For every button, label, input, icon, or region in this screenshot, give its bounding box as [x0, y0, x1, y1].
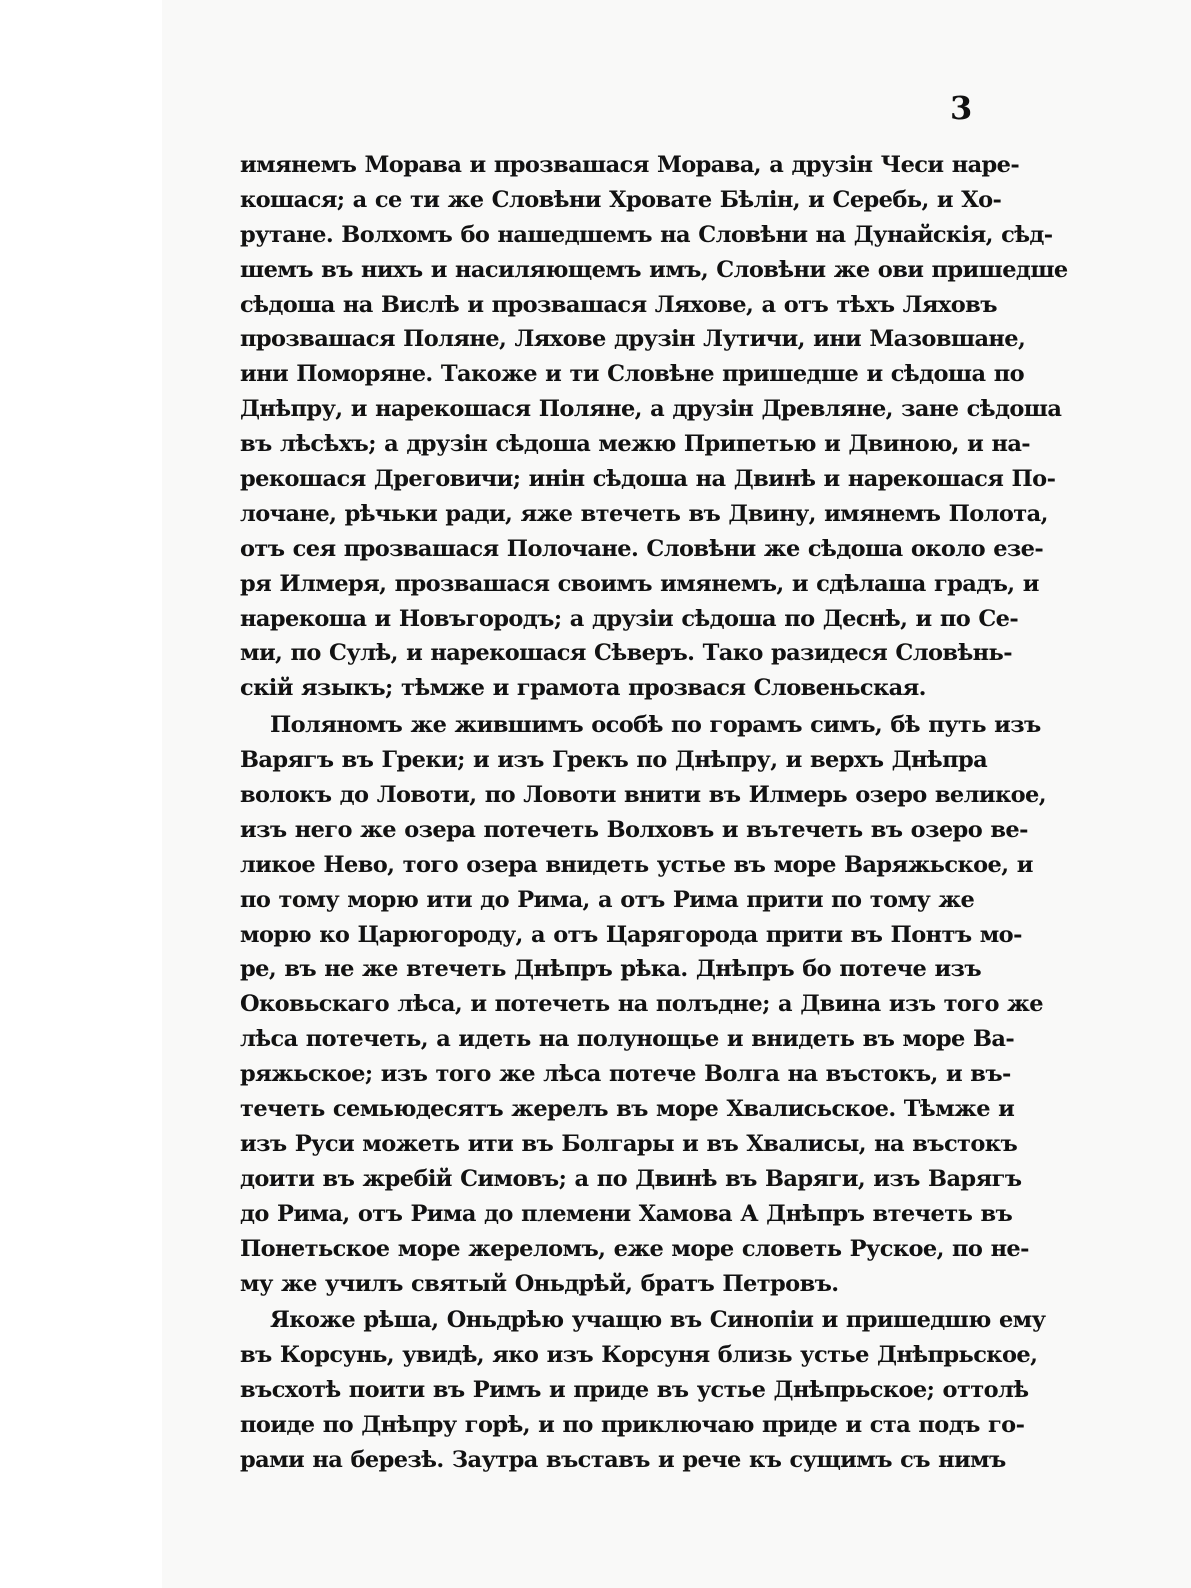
page-number: 3	[950, 89, 973, 127]
text-line: прозвашася Поляне, Ляхове друзін Лутичи, ини Мазовшане,	[240, 326, 1026, 353]
text-line: до Рима, отъ Рима до племени Хамова А Днѣпръ втечеть въ	[240, 1200, 1013, 1227]
text-line: ряжьское; изъ того же лѣса потече Волга на въстокъ, и въ-	[240, 1061, 1011, 1088]
text-line: доити въ жребій Симовъ; а по Двинѣ въ Варяги, изъ Варягъ	[240, 1165, 1022, 1192]
text-line: поиде по Днѣпру горѣ, и по приключаю приде и ста подъ го-	[240, 1412, 1025, 1439]
text-line: Оковьскаго лѣса, и потечеть на полъдне; а Двина изъ того же	[240, 991, 1044, 1018]
text-line: рами на березѣ. Заутра въставъ и рече къ сущимъ съ нимъ	[240, 1446, 1006, 1473]
text-line: лѣса потечеть, а идеть на полунощье и внидеть въ море Ва-	[240, 1026, 1015, 1053]
text-line: въ лѣсѣхъ; а друзін сѣдоша межю Припетью и Двиною, и на-	[240, 431, 1031, 458]
paragraph	[240, 708, 1047, 1301]
text-line: нарекоша и Новъгородъ; а друзіи сѣдоша по Деснѣ, и по Се-	[240, 605, 1019, 632]
text-line: ре, въ не же втечеть Днѣпръ рѣка. Днѣпръ бо потече изъ	[240, 956, 981, 983]
text-line: имянемъ Морава и прозвашася Морава, а друзін Чеси наре-	[240, 152, 1020, 178]
text-line: въсхотѣ поити въ Римъ и приде въ устье Днѣпрьское; оттолѣ	[240, 1377, 1029, 1404]
text-line: сѣдоша на Вислѣ и прозвашася Ляхове, а отъ тѣхъ Ляховъ	[240, 291, 997, 318]
text-line: отъ сея прозвашася Полочане. Словѣни же сѣдоша около езе-	[240, 535, 1044, 562]
text-line: Якоже рѣша, Оньдрѣю учащю въ Синопіи и пришедшю ему	[270, 1307, 1046, 1334]
text-line: скій языкъ; тѣмже и грамота прозвася Словеньская.	[240, 675, 926, 702]
text-line: ря Илмеря, прозвашася своимъ имянемъ, и сдѣлаша градъ, и	[240, 570, 1039, 597]
text-line: ини Поморяне. Такоже и ти Словѣне пришедше и сѣдоша по	[240, 361, 1024, 388]
text-line: изъ Руси можеть ити въ Болгары и въ Хвалисы, на въстокъ	[240, 1130, 1018, 1157]
text-line: морю ко Царюгороду, а отъ Царягорода прити въ Понтъ мо-	[240, 921, 1022, 948]
text-line: волокъ до Ловоти, по Ловоти внити въ Илмерь озеро великое,	[240, 782, 1047, 809]
text-line: рекошася Дреговичи; инін сѣдоша на Двинѣ и нарекошася По-	[240, 466, 1056, 493]
text-line: Днѣпру, и нарекошася Поляне, а друзін Древляне, зане сѣдоша	[240, 396, 1062, 423]
body-text	[240, 148, 1068, 1478]
text-line: въ Корсунь, увидѣ, яко изъ Корсуня близь устье Днѣпрьское,	[240, 1342, 1038, 1369]
text-line: лочане, рѣчьки ради, яже втечеть въ Двину, имянемъ Полота,	[240, 500, 1048, 527]
text-line: Понетьское море жереломъ, еже море словеть Руское, по не-	[240, 1235, 1029, 1262]
text-line: Варягъ въ Греки; и изъ Грекъ по Днѣпру, и верхъ Днѣпра	[240, 747, 988, 774]
text-line: ликое Нево, того озера внидеть устье въ море Варяжьское, и	[240, 851, 1033, 878]
text-line: изъ него же озера потечеть Волховъ и вътечеть въ озеро ве-	[240, 816, 1028, 843]
text-line: ми, по Сулѣ, и нарекошася Сѣверъ. Тако разидеся Словѣнь-	[240, 640, 1012, 667]
text-line: по тому морю ити до Рима, а отъ Рима прити по тому же	[240, 886, 975, 913]
text-line: течеть семьюдесятъ жерелъ въ море Хвалисьское. Тѣмже и	[240, 1096, 1015, 1123]
text-line: кошася; а се ти же Словѣни Хровате Бѣлін, и Серебь, и Хо-	[240, 186, 1002, 213]
text-line: му же училъ святый Оньдрѣй, братъ Петровъ.	[240, 1270, 839, 1297]
text-line: шемъ въ нихъ и насиляющемъ имъ, Словѣни же ови пришедше	[240, 256, 1068, 283]
paragraph	[240, 148, 1068, 706]
text-line: Поляномъ же жившимъ особѣ по горамъ симъ, бѣ путь изъ	[270, 712, 1041, 739]
text-line: рутане. Волхомъ бо нашедшемъ на Словѣни на Дунайскія, сѣд-	[240, 221, 1053, 248]
paragraph	[240, 1303, 1046, 1477]
